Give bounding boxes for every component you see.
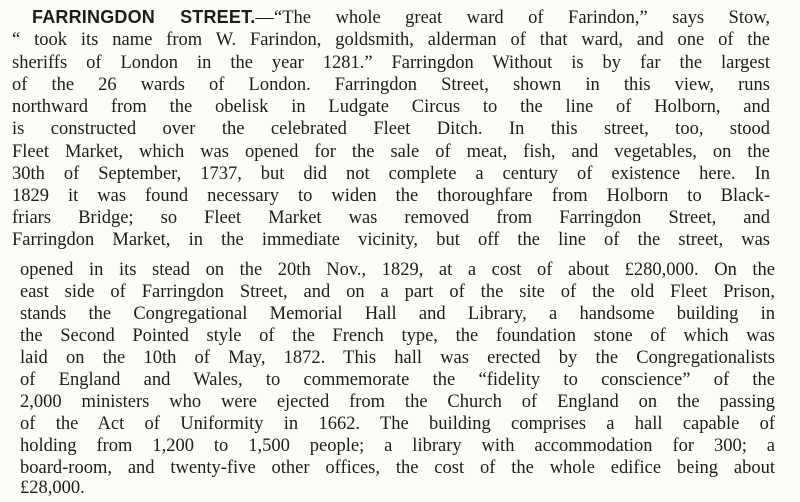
paragraph-line: Fleet Market, which was opened for the sale of meat, fish, and vegetables, on the bbox=[12, 142, 770, 162]
paragraph-line bbox=[32, 6, 770, 29]
paragraph-line: stands the Congregational Memorial Hall and Library, a handsome building in bbox=[20, 304, 775, 324]
paragraph-line: east side of Farringdon Street, and on a part of the site of the old Fleet Prison, bbox=[20, 282, 775, 302]
paragraph-last-line: £28,000. bbox=[20, 478, 85, 498]
paragraph-line: of England and Wales, to commemorate the “fidelity to conscience” of the bbox=[20, 370, 775, 390]
paragraph-line: holding from 1,200 to 1,500 people; a library with accommodation for 300; a bbox=[20, 436, 775, 456]
paragraph-line: 2,000 ministers who were ejected from the Church of England on the passing bbox=[20, 392, 775, 412]
paragraph-line: Farringdon Market, in the immediate vicinity, but off the line of the street, was bbox=[12, 230, 770, 250]
paragraph-line: northward from the obelisk in Ludgate Circus to the line of Holborn, and bbox=[12, 97, 770, 117]
paragraph-line: friars Bridge; so Fleet Market was removed from Farringdon Street, and bbox=[12, 208, 770, 228]
paragraph-line: “ took its name from W. Farindon, goldsmith, alderman of that ward, and one of the bbox=[12, 30, 770, 50]
paragraph-line: of the Act of Uniformity in 1662. The building comprises a hall capable of bbox=[20, 414, 775, 434]
paragraph-line: opened in its stead on the 20th Nov., 1829, at a cost of about £280,000. On the bbox=[20, 260, 775, 280]
paragraph-line: laid on the 10th of May, 1872. This hall was erected by the Congregationalists bbox=[20, 348, 775, 368]
paragraph-line: of the 26 wards of London. Farringdon Street, shown in this view, runs bbox=[12, 75, 770, 95]
paragraph-line: 30th of September, 1737, but did not complete a century of existence here. In bbox=[12, 164, 770, 184]
article-heading: FARRINGDON STREET. bbox=[32, 7, 256, 27]
paragraph-line: is constructed over the celebrated Fleet Ditch. In this street, too, stood bbox=[12, 119, 770, 139]
paragraph-line: board-room, and twenty-five other offices, the cost of the whole edifice being about bbox=[20, 458, 775, 478]
paragraph-line: the Second Pointed style of the French type, the foundation stone of which was bbox=[20, 326, 775, 346]
paragraph-line: 1829 it was found necessary to widen the thoroughfare from Holborn to Black- bbox=[12, 186, 770, 206]
heading-continuation: —“The whole great ward of Farindon,” says Stow, bbox=[255, 8, 770, 28]
paragraph-line: sheriffs of London in the year 1281.” Farringdon Without is by far the largest bbox=[12, 53, 770, 73]
